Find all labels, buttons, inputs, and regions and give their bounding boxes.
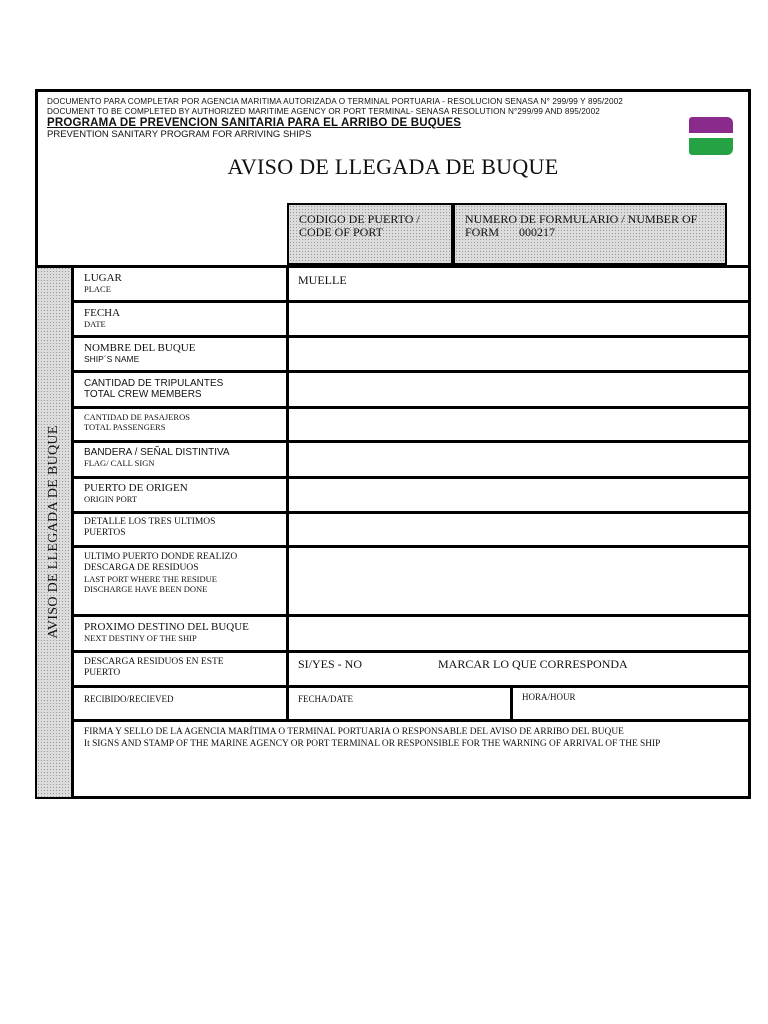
logo-top-shape — [689, 117, 733, 133]
label-recibido: RECIBIDO/RECIEVED — [84, 694, 174, 704]
label-pasajeros: CANTIDAD DE PASAJEROS TOTAL PASSENGERS — [84, 412, 190, 432]
port-code-box[interactable] — [287, 203, 453, 265]
header-line-en: DOCUMENT TO BE COMPLETED BY AUTHORIZED MARITIME AGENCY OR PORT TERMINAL- SENASA RESOLUTION N°299/99 AND 895/2002 — [47, 107, 600, 116]
received-hour-label: HORA/HOUR — [522, 692, 576, 702]
label-ultimo-puerto: ULTIMO PUERTO DONDE REALIZO DESCARGA DE RESIDUOS LAST PORT WHERE THE RESIDUE DISCHARGE HAVE BEEN DONE — [84, 552, 238, 594]
grid-line — [71, 406, 751, 409]
yes-no-option[interactable]: SI/YES - NO — [298, 657, 363, 671]
port-code-label-es: CODIGO DE PUERTO / — [299, 212, 420, 226]
label-bandera: BANDERA / SEÑAL DISTINTIVA FLAG/ CALL SIGN — [84, 447, 230, 468]
header-line-es: DOCUMENTO PARA COMPLETAR POR AGENCIA MARITIMA AUTORIZADA O TERMINAL PORTUARIA - RESOLUCION SENASA N° 299/99 Y 895/2002 — [47, 97, 623, 106]
grid-line — [71, 614, 751, 617]
fecha-field[interactable] — [290, 304, 749, 334]
ship-name-field[interactable] — [290, 339, 749, 369]
next-destination-field[interactable] — [290, 618, 749, 649]
lugar-value[interactable]: MUELLE — [298, 273, 347, 287]
last-discharge-port-field[interactable] — [290, 549, 749, 613]
last-three-ports-field[interactable] — [290, 515, 749, 544]
grid-line — [71, 650, 751, 653]
form-title: AVISO DE LLEGADA DE BUQUE — [227, 154, 559, 179]
label-lugar: LUGAR PLACE — [84, 272, 122, 294]
form-number-label: NUMERO DE FORMULARIO / NUMBER OF — [465, 212, 698, 226]
crew-field[interactable] — [290, 374, 749, 405]
received-date-label: FECHA/DATE — [298, 694, 354, 704]
grid-column-divider — [510, 685, 513, 721]
label-fecha: FECHA DATE — [84, 307, 121, 329]
grid-line — [71, 511, 751, 514]
grid-line — [71, 300, 751, 303]
grid-line — [71, 719, 751, 722]
form-number-label-2: FORM — [465, 225, 500, 239]
form-number-box — [453, 203, 727, 265]
received-date-field[interactable] — [290, 688, 509, 718]
label-destino: PROXIMO DESTINO DEL BUQUE NEXT DESTINY OF THE SHIP — [84, 621, 249, 643]
program-title-en: PREVENTION SANITARY PROGRAM FOR ARRIVING SHIPS — [47, 129, 312, 140]
grid-line — [71, 370, 751, 373]
label-tripulantes: CANTIDAD DE TRIPULANTES TOTAL CREW MEMBERS — [84, 378, 224, 400]
passengers-field[interactable] — [290, 410, 749, 439]
grid-line — [71, 440, 751, 443]
received-hour-field[interactable] — [514, 688, 749, 718]
label-descarga: DESCARGA RESIDUOS EN ESTE PUERTO — [84, 657, 224, 678]
grid-line — [71, 335, 751, 338]
senasa-logo — [689, 117, 733, 155]
form-number-value: 000217 — [519, 225, 556, 239]
signature-caption-es: FIRMA Y SELLO DE LA AGENCIA MARÍTIMA O TERMINAL PORTUARIA O RESPONSABLE DEL AVISO DE ARRIBO DEL BUQUE — [84, 727, 624, 737]
signature-field[interactable] — [75, 752, 749, 796]
signature-caption — [84, 727, 660, 750]
logo-bottom-shape — [689, 138, 733, 155]
mark-instruction: MARCAR LO QUE CORRESPONDA — [438, 657, 628, 671]
label-tres-ultimos: DETALLE LOS TRES ULTIMOS PUERTOS — [84, 517, 216, 538]
signature-caption-en: It SIGNS AND STAMP OF THE MARINE AGENCY OR PORT TERMINAL OR RESPONSIBLE FOR THE WARNING OF ARRIVAL OF THE SHIP — [84, 738, 661, 749]
grid-line — [71, 545, 751, 548]
grid-line — [37, 265, 751, 268]
label-origen: PUERTO DE ORIGEN ORIGIN PORT — [84, 482, 188, 504]
side-label: AVISO DE LLEGADA DE BUQUE — [46, 425, 61, 639]
grid-line — [71, 476, 751, 479]
label-nombre: NOMBRE DEL BUQUE SHIP´S NAME — [84, 342, 196, 364]
grid-column-divider — [286, 265, 289, 721]
program-title-es: PROGRAMA DE PREVENCION SANITARIA PARA EL ARRIBO DE BUQUES — [47, 117, 462, 129]
origin-port-field[interactable] — [290, 480, 749, 510]
port-code-label-en: CODE OF PORT — [299, 225, 383, 239]
flag-field[interactable] — [290, 444, 749, 475]
